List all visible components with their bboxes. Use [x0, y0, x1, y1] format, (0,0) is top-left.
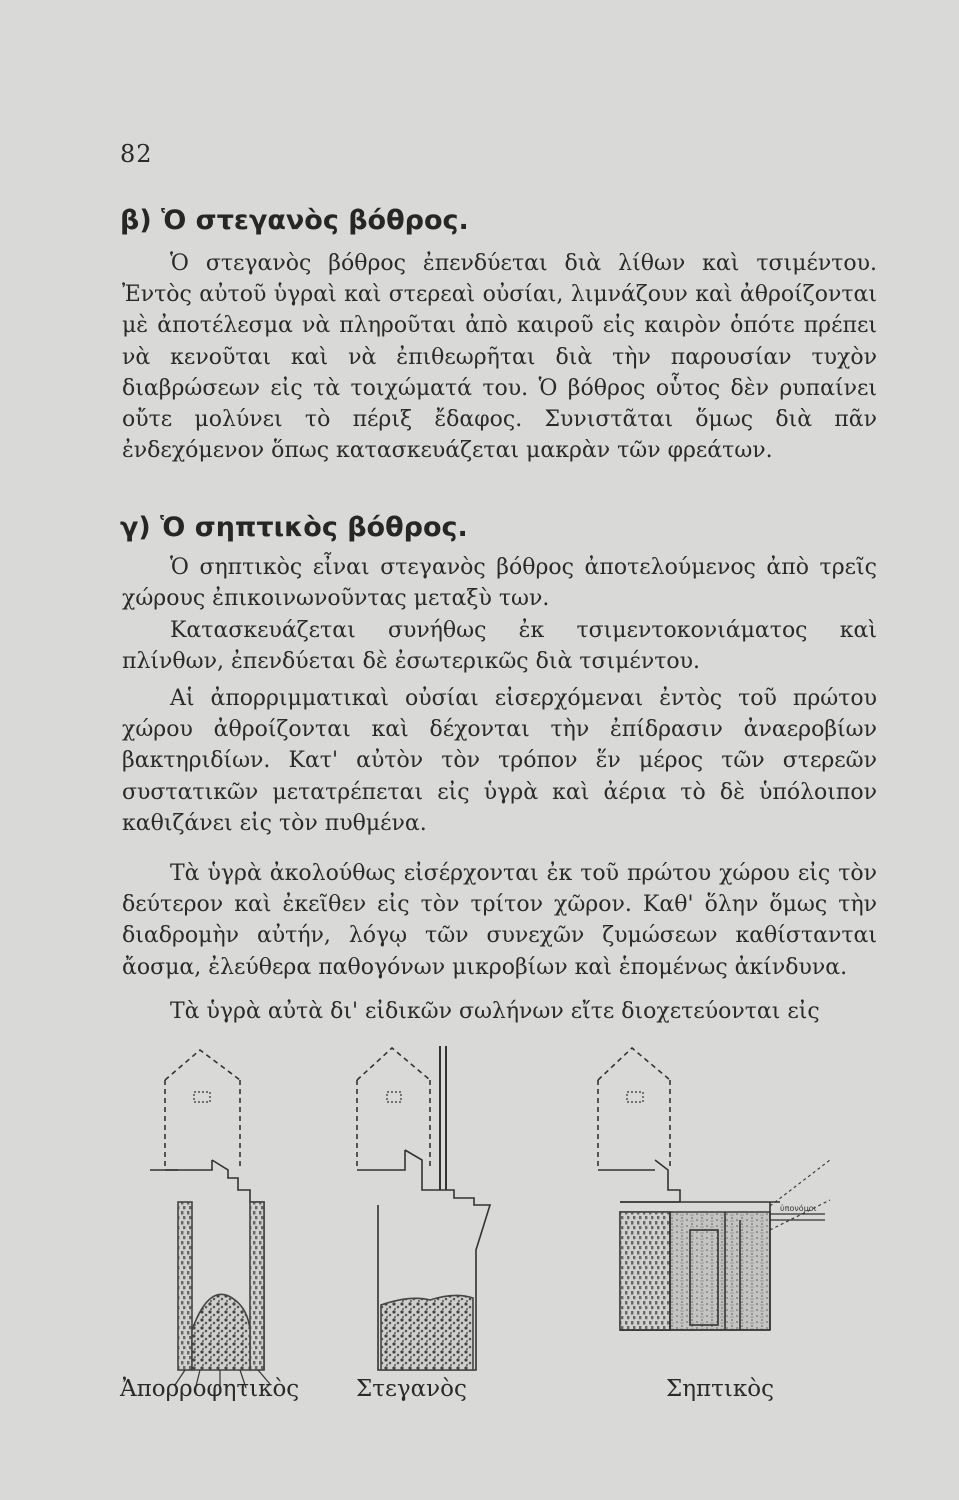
paragraph-septic-3: Αἱ ἀπορριμματικαὶ οὐσίαι εἰσερχόμεναι ἐντὸς τοῦ πρώτου χώρου ἀθροίζονται καὶ δέχονται τὴν ἐπίδρασιν ἀναεροβίων βακτηριδίων. Κατ' αὐτὸν τὸν τρόπον ἕν μέρος τῶν στερεῶν συστατικῶν μετατρέπεται εἰς ὑγρὰ καὶ ἀέρια τὸ δὲ ὑπόλοιπον καθιζάνει εἰς τὸν πυθμένα. [122, 686, 877, 836]
paragraph-septic-5: Τὰ ὑγρὰ αὐτὰ δι' εἰδικῶν σωλήνων εἴτε διοχετεύονται εἰς [170, 999, 820, 1024]
paragraph-septic-2: Κατασκευάζεται συνήθως ἐκ τσιμεντοκονιάματος καὶ πλίνθων, ἐπενδύεται δὲ ἐσωτερικῶς διὰ τσιμέντου. [122, 618, 877, 675]
caption-tight: Στεγανὸς [356, 1376, 467, 1402]
tight-cesspit-diagram [357, 1046, 490, 1370]
caption-absorbing: Ἀπορροφητικὸς [120, 1376, 300, 1402]
absorbing-pit-diagram [165, 1050, 270, 1390]
section-heading-septic-tank: γ) Ὁ σηπτικὸς βόθρος. [120, 512, 468, 543]
section-heading-tight-cesspit: β) Ὁ στεγανὸς βόθρος. [120, 205, 469, 236]
paragraph-septic-1: Ὁ σηπτικὸς εἶναι στεγανὸς βόθρος ἀποτελούμενος ἀπὸ τρεῖς χώρους ἐπικοινωνοῦντας μεταξὺ των. [122, 555, 877, 612]
paragraph-tight-cesspit: Ὁ στεγανὸς βόθρος ἐπενδύεται διὰ λίθων καὶ τσιμέντου. Ἐντὸς αὐτοῦ ὑγραὶ καὶ στερεαὶ οὐσίαι, λιμνάζουν καὶ ἀθροίζονται μὲ ἀποτέλεσμα νὰ πληροῦται ἀπὸ καιροῦ εἰς καιρὸν ὁπότε πρέπει νὰ κενοῦται καὶ νὰ ἐπιθεωρῆται διὰ τὴν παρουσίαν τυχὸν διαβρώσεων εἰς τὰ τοιχώματά του. Ὁ βόθρος οὗτος δὲν ρυπαίνει οὔτε μολύνει τὸ πέριξ ἔδαφος. Συνιστᾶται ὅμως διὰ πᾶν ἐνδεχόμενον ὅπως κατασκευάζεται μακρὰν τῶν φρεάτων. [122, 251, 877, 464]
caption-septic: Σηπτικὸς [666, 1376, 775, 1402]
page-number: 82 [120, 140, 153, 168]
septic-pipe-label: ὑπονόμοι [780, 1204, 817, 1213]
paragraph-septic-4: Τὰ ὑγρὰ ἀκολούθως εἰσέρχονται ἐκ τοῦ πρώτου χώρου εἰς τὸν δεύτερον καὶ ἐκεῖθεν εἰς τὸν τρίτον χῶρον. Καθ' ὅλην ὅμως τὴν διαδρομὴν αὐτήν, λόγῳ τῶν συνεχῶν ζυμώσεων καθίστανται ἄοσμα, ἐλεύθερα παθογόνων μικροβίων καὶ ἑπομένως ἀκίνδυνα. [122, 861, 877, 980]
cesspit-diagrams-figure [0, 1030, 959, 1390]
septic-tank-diagram [598, 1048, 830, 1330]
